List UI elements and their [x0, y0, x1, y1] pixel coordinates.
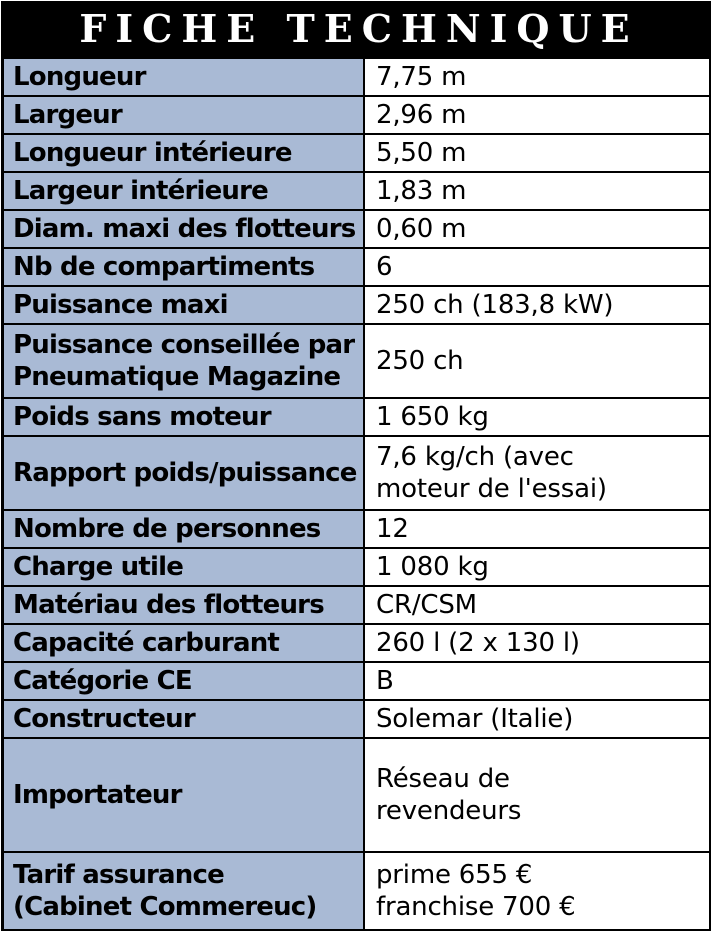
spec-label: Diam. maxi des flotteurs: [4, 211, 365, 247]
spec-label: Poids sans moteur: [4, 399, 365, 435]
spec-value: 1,83 m: [365, 173, 709, 209]
spec-value: 1 080 kg: [365, 549, 709, 585]
table-row: [4, 287, 709, 323]
spec-value: [365, 853, 709, 929]
spec-table: [4, 57, 709, 931]
table-row: [4, 249, 709, 285]
table-row: [4, 135, 709, 171]
spec-label: Nb de compartiments: [4, 249, 365, 285]
table-row: [4, 211, 709, 247]
spec-sheet: [1, 1, 711, 931]
spec-value: 250 ch: [365, 325, 709, 397]
spec-value: 12: [365, 511, 709, 547]
table-row: [4, 325, 709, 397]
table-row: [4, 853, 709, 929]
page-title: FICHE TECHNIQUE: [79, 6, 639, 51]
spec-value: CR/CSM: [365, 587, 709, 623]
spec-label: Constructeur: [4, 701, 365, 737]
table-row: [4, 97, 709, 133]
spec-label: Matériau des flotteurs: [4, 587, 365, 623]
spec-label: Nombre de personnes: [4, 511, 365, 547]
spec-value: 7,75 m: [365, 59, 709, 95]
table-row: [4, 511, 709, 547]
spec-label: Largeur: [4, 97, 365, 133]
table-row: [4, 701, 709, 737]
spec-value: Solemar (Italie): [365, 701, 709, 737]
spec-value: 0,60 m: [365, 211, 709, 247]
spec-value-line: Réseau de: [376, 764, 510, 794]
spec-value: 6: [365, 249, 709, 285]
table-row: [4, 549, 709, 585]
spec-label: Rapport poids/puissance: [4, 437, 365, 509]
spec-value: 250 ch (183,8 kW): [365, 287, 709, 323]
spec-value: B: [365, 663, 709, 699]
spec-label: Longueur intérieure: [4, 135, 365, 171]
spec-label: Importateur: [4, 739, 365, 851]
table-row: [4, 663, 709, 699]
spec-value-line: prime 655 €: [376, 860, 533, 890]
spec-label-line: (Cabinet Commereuc): [13, 892, 317, 922]
spec-value: 260 l (2 x 130 l): [365, 625, 709, 661]
spec-label: Charge utile: [4, 549, 365, 585]
table-row: [4, 59, 709, 95]
table-row: [4, 173, 709, 209]
spec-value-line: franchise 700 €: [376, 892, 576, 922]
table-row: [4, 399, 709, 435]
spec-value: 1 650 kg: [365, 399, 709, 435]
spec-value-line: moteur de l'essai): [376, 474, 607, 504]
spec-label: [4, 325, 365, 397]
spec-label: Longueur: [4, 59, 365, 95]
spec-label: [4, 853, 365, 929]
spec-label-line: Puissance conseillée par: [13, 330, 355, 360]
spec-label-line: Pneumatique Magazine: [13, 362, 341, 392]
spec-value: [365, 739, 709, 851]
spec-value-line: 7,6 kg/ch (avec: [376, 442, 574, 472]
table-row: [4, 437, 709, 509]
spec-label: Largeur intérieure: [4, 173, 365, 209]
table-row: [4, 739, 709, 851]
spec-value: [365, 437, 709, 509]
table-row: [4, 625, 709, 661]
spec-label: Puissance maxi: [4, 287, 365, 323]
spec-label: Capacité carburant: [4, 625, 365, 661]
spec-value: 2,96 m: [365, 97, 709, 133]
spec-value: 5,50 m: [365, 135, 709, 171]
spec-value-line: revendeurs: [376, 796, 522, 826]
table-row: [4, 587, 709, 623]
spec-label: Catégorie CE: [4, 663, 365, 699]
spec-label-line: Tarif assurance: [13, 860, 224, 890]
